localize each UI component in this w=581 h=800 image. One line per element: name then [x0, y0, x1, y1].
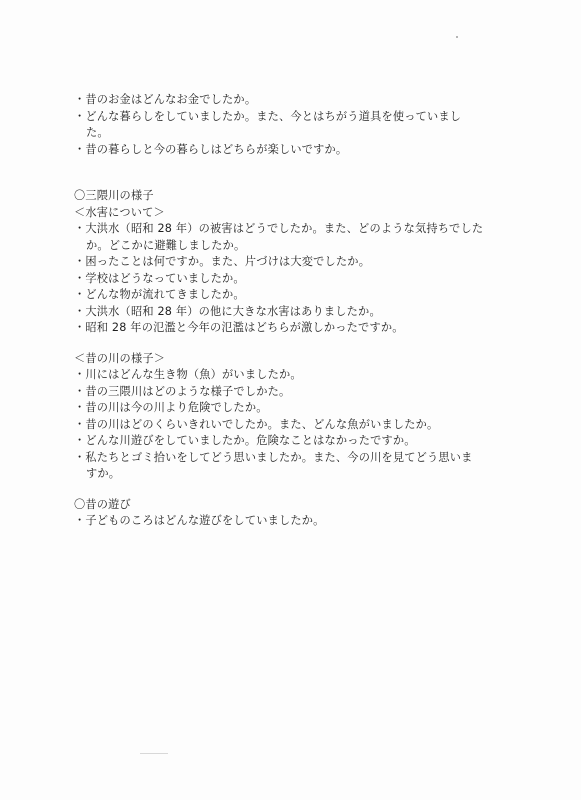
document-body: [74, 92, 504, 530]
question-line: ・困ったことは何ですか。また、片づけは大変でしたか。: [74, 255, 371, 268]
scan-speck: [140, 753, 168, 754]
question-line-continuation: か。どこかに避難しましたか。: [86, 238, 246, 252]
question-line: ・私たちとゴミ拾いをしてどう思いましたか。また、今の川を見てどう思いま: [74, 450, 473, 464]
question-line: ・大洪水（昭和 28 年）の被害はどうでしたか。また、どのような気持ちでした: [74, 222, 484, 235]
question-line: ・昔のお金はどんなお金でしたか。: [74, 93, 257, 106]
section-heading: 〇昔の遊び: [74, 497, 131, 511]
question-line: ・川にはどんな生き物（魚）がいましたか。: [74, 368, 302, 381]
question-line: ・大洪水（昭和 28 年）の他に大きな水害はありましたか。: [74, 304, 381, 318]
question-line: ・子どものころはどんな遊びをしていましたか。: [74, 514, 325, 527]
question-line: ・昔の暮らしと今の暮らしはどちらが楽しいですか。: [74, 142, 348, 156]
question-line: ・昭和 28 年の氾濫と今年の氾濫はどちらが激しかったですか。: [74, 321, 404, 334]
question-line-continuation: すか。: [86, 467, 121, 480]
section-river: [74, 188, 504, 483]
question-line: ・学校はどうなっていましたか。: [74, 271, 245, 285]
question-line: ・どんな物が流れてきましたか。: [74, 288, 245, 301]
question-line: ・どんな暮らしをしていましたか。また、今とはちがう道具を使っていまし: [74, 109, 462, 123]
question-line: ・昔の川は今の川より危険でしたか。: [74, 401, 268, 414]
question-line: ・昔の川はどのくらいきれいでしたか。また、どんな魚がいましたか。: [74, 417, 439, 431]
subsection-heading: ＜昔の川の様子＞: [74, 351, 166, 365]
intro-questions: [74, 92, 504, 158]
question-line: ・どんな川遊びをしていましたか。危険なことはなかったですか。: [74, 434, 416, 447]
question-line-continuation: た。: [86, 126, 109, 139]
section-heading: 〇三隈川の様子: [74, 189, 154, 202]
scan-speck: [456, 36, 458, 38]
subsection-heading: ＜水害について＞: [74, 205, 165, 219]
question-line: ・昔の三隈川はどのような様子でしかた。: [74, 384, 291, 398]
section-play: [74, 497, 504, 530]
